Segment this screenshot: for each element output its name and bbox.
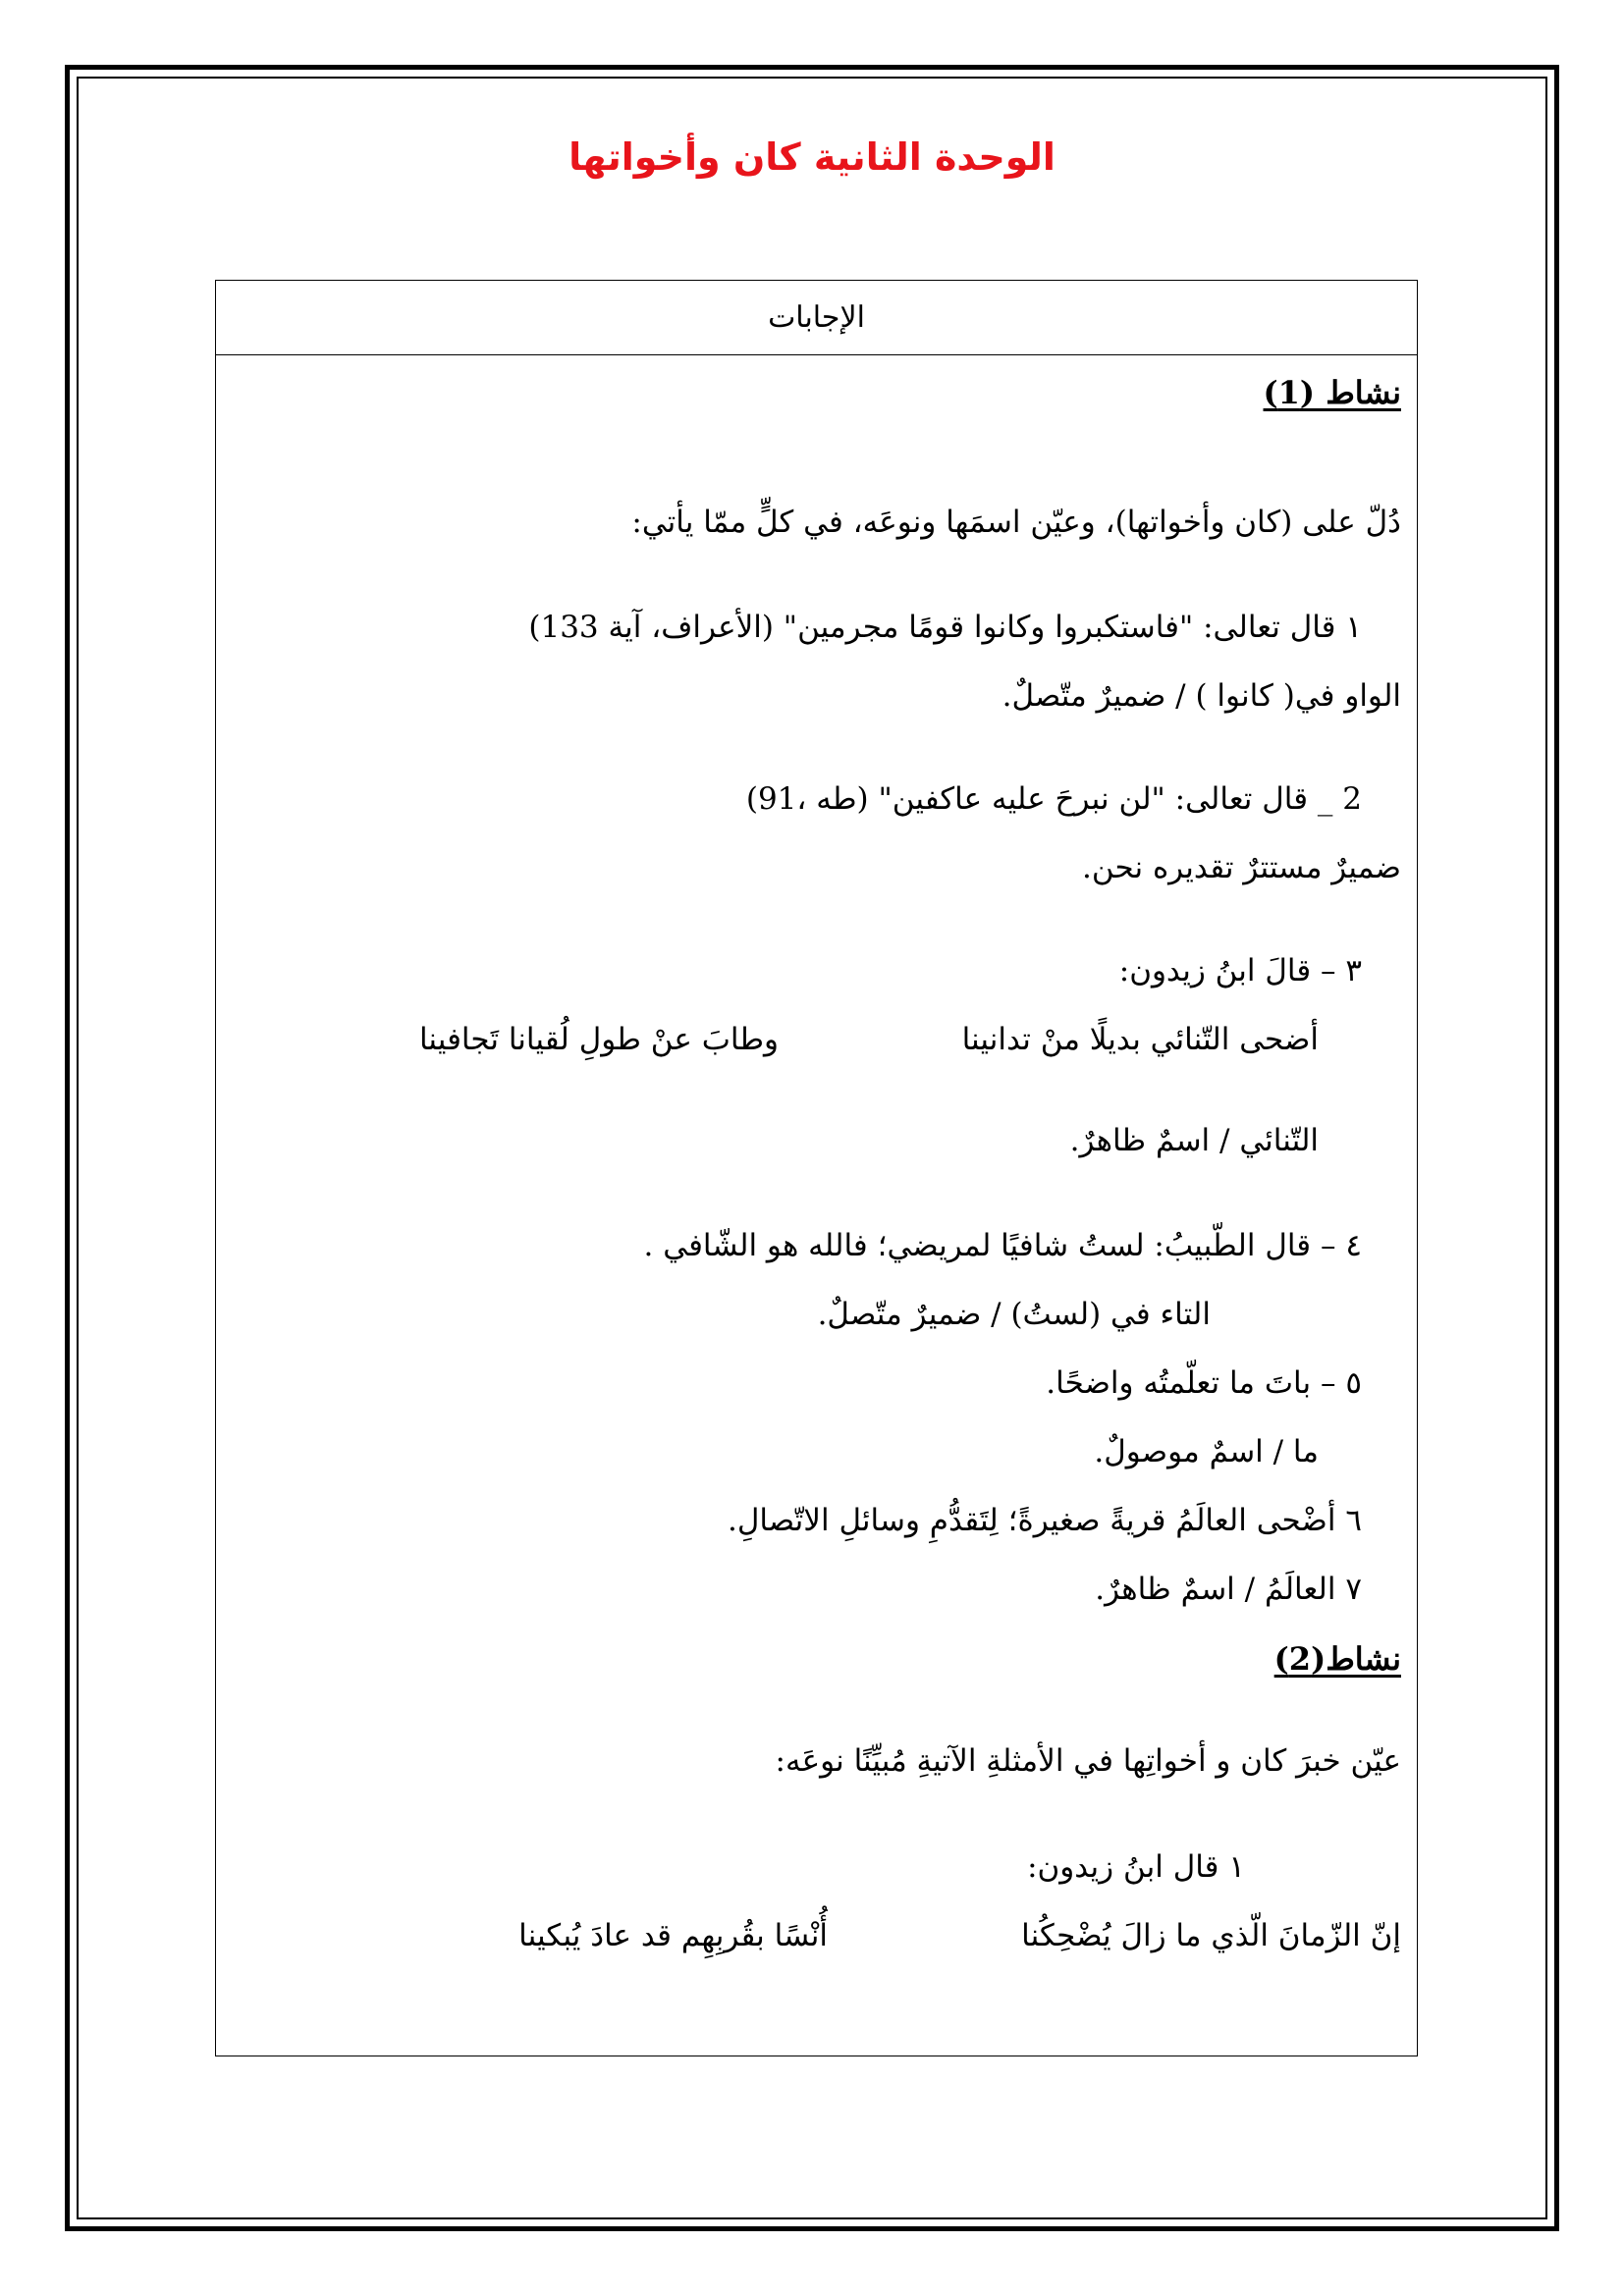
item1-answer: الواو في( كانوا ) / ضميرٌ متّصلٌ. — [1001, 678, 1401, 714]
item2-answer: ضميرٌ مستترٌ تقديره نحن. — [1082, 850, 1401, 885]
activity2-heading: نشاط(2) — [1273, 1640, 1401, 1678]
item5-question: ٥ – باتَ ما تعلّمتُه واضحًا. — [1046, 1365, 1362, 1401]
item4-answer: التاء في (لستُ) / ضميرٌ متّصلٌ. — [817, 1297, 1211, 1332]
item5-answer: ما / اسمٌ موصولٌ. — [1094, 1434, 1319, 1469]
activity1-heading: نشاط (1) — [1263, 374, 1401, 411]
item2-question: 2 _ قال تعالى: "لن نبرحَ عليه عاكفين" (طه ،91) — [745, 781, 1362, 817]
item6-answer: ٧ العالَمُ / اسمٌ ظاهرٌ. — [1095, 1572, 1362, 1607]
page-title: الوحدة الثانية كان وأخواتها — [568, 135, 1056, 179]
item4-question: ٤ – قال الطّبيبُ: لستُ شافيًا لمريضي؛ فالله هو الشّافي . — [643, 1228, 1362, 1263]
activity2-verse-right: إنّ الزّمانَ الّذي ما زالَ يُضْحِكُنا — [1021, 1918, 1401, 1953]
activity2-item1-intro: ١ قال ابنُ زيدون: — [1027, 1849, 1245, 1885]
item3-question: ٣ – قالَ ابنُ زيدون: — [1118, 953, 1362, 988]
item3-answer: التّنائي / اسمٌ ظاهرٌ. — [1069, 1123, 1319, 1158]
answers-table — [215, 280, 1418, 2056]
item6-question: ٦ أضْحى العالَمُ قريةً صغيرةً؛ لِتَقدُّمِ وسائلِ الاتّصالِ. — [727, 1503, 1362, 1538]
item3-verse-left: وطابَ عنْ طولِ لُقيانا تَجافينا — [418, 1022, 779, 1057]
table-header: الإجابات — [216, 281, 1417, 355]
item3-verse-right: أضحى التّنائي بديلًا منْ تدانينا — [961, 1022, 1319, 1057]
activity1-instruction: دُلّ على (كان وأخواتها)، وعيّن اسمَها ونوعَه، في كلٍّ ممّا يأتي: — [631, 505, 1401, 540]
activity2-instruction: عيّن خبرَ كان و أخواتِها في الأمثلةِ الآتيةِ مُبيِّنًا نوعَه: — [775, 1743, 1401, 1779]
activity2-verse-left: أُنْسًا بقُربِهِم قد عادَ يُبكينا — [518, 1918, 828, 1953]
item1-question: ١ قال تعالى: "فاستكبروا وكانوا قومًا مجرمين" (الأعراف، آية 133) — [528, 610, 1362, 645]
